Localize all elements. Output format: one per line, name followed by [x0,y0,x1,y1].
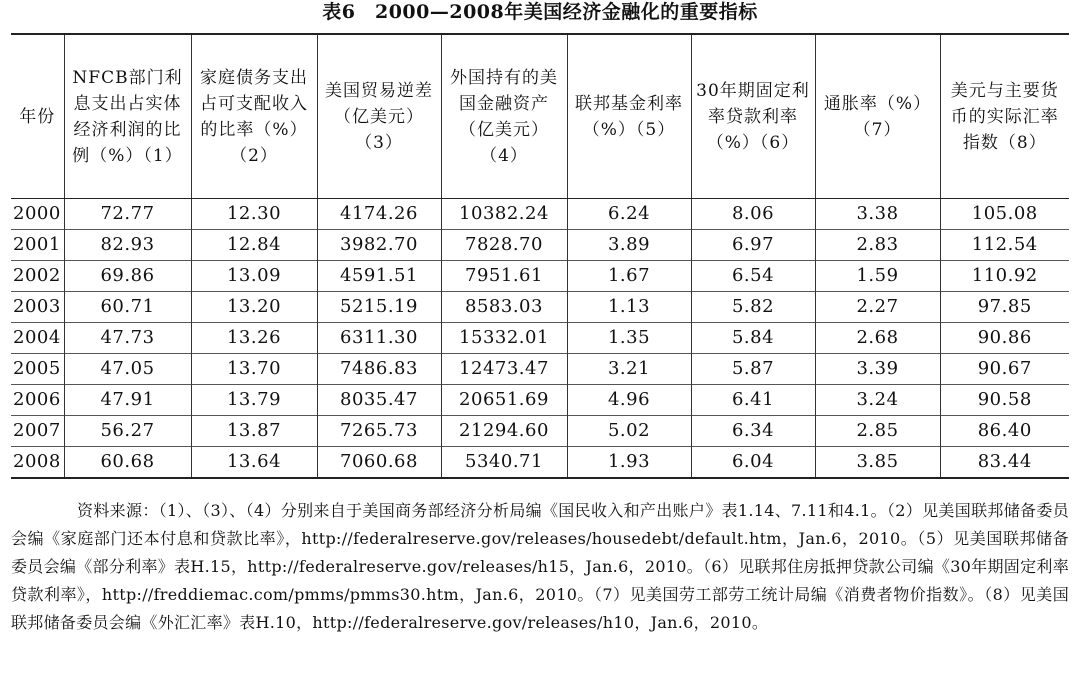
cell-dollar-exchange-index: 83.44 [940,447,1069,479]
indicator-table [11,33,1069,479]
cell-household-debt-ratio: 13.20 [191,292,317,323]
table-row [11,354,1069,385]
cell-fed-funds-rate: 4.96 [567,385,691,416]
cell-inflation-rate: 3.38 [815,199,940,230]
table-row [11,261,1069,292]
table-row [11,230,1069,261]
cell-household-debt-ratio: 13.87 [191,416,317,447]
cell-household-debt-ratio: 13.09 [191,261,317,292]
cell-year: 2007 [11,416,64,447]
header-fed-funds-rate: 联邦基金利率（%）（5） [567,34,691,199]
cell-30yr-mortgage-rate: 6.34 [691,416,815,447]
cell-inflation-rate: 2.68 [815,323,940,354]
cell-dollar-exchange-index: 90.67 [940,354,1069,385]
header-trade-deficit: 美国贸易逆差（亿美元）（3） [317,34,441,199]
table-row [11,447,1069,479]
cell-trade-deficit: 7486.83 [317,354,441,385]
cell-trade-deficit: 6311.30 [317,323,441,354]
cell-household-debt-ratio: 13.26 [191,323,317,354]
cell-30yr-mortgage-rate: 6.41 [691,385,815,416]
cell-year: 2002 [11,261,64,292]
header-30yr-mortgage-rate: 30年期固定利率贷款利率（%）（6） [691,34,815,199]
cell-30yr-mortgage-rate: 5.82 [691,292,815,323]
cell-foreign-held-assets: 8583.03 [441,292,567,323]
cell-foreign-held-assets: 7828.70 [441,230,567,261]
cell-fed-funds-rate: 6.24 [567,199,691,230]
cell-nfcb-interest-ratio: 82.93 [64,230,191,261]
cell-foreign-held-assets: 7951.61 [441,261,567,292]
header-dollar-exchange-index: 美元与主要货币的实际汇率指数（8） [940,34,1069,199]
cell-30yr-mortgage-rate: 6.54 [691,261,815,292]
cell-year: 2008 [11,447,64,479]
cell-30yr-mortgage-rate: 6.04 [691,447,815,479]
cell-fed-funds-rate: 3.21 [567,354,691,385]
header-nfcb-interest-ratio: NFCB部门利息支出占实体经济利润的比例（%）（1） [64,34,191,199]
cell-fed-funds-rate: 3.89 [567,230,691,261]
cell-trade-deficit: 7265.73 [317,416,441,447]
cell-foreign-held-assets: 20651.69 [441,385,567,416]
cell-year: 2006 [11,385,64,416]
header-row [11,34,1069,199]
cell-foreign-held-assets: 5340.71 [441,447,567,479]
table-title: 表6 2000—2008年美国经济金融化的重要指标 [322,1,758,23]
cell-year: 2001 [11,230,64,261]
cell-year: 2003 [11,292,64,323]
cell-dollar-exchange-index: 86.40 [940,416,1069,447]
cell-dollar-exchange-index: 97.85 [940,292,1069,323]
cell-fed-funds-rate: 5.02 [567,416,691,447]
table-row [11,323,1069,354]
cell-30yr-mortgage-rate: 5.84 [691,323,815,354]
cell-year: 2004 [11,323,64,354]
cell-nfcb-interest-ratio: 47.73 [64,323,191,354]
cell-fed-funds-rate: 1.67 [567,261,691,292]
cell-fed-funds-rate: 1.35 [567,323,691,354]
cell-foreign-held-assets: 21294.60 [441,416,567,447]
cell-household-debt-ratio: 12.84 [191,230,317,261]
cell-household-debt-ratio: 13.64 [191,447,317,479]
cell-fed-funds-rate: 1.13 [567,292,691,323]
cell-nfcb-interest-ratio: 56.27 [64,416,191,447]
cell-nfcb-interest-ratio: 60.68 [64,447,191,479]
cell-nfcb-interest-ratio: 47.91 [64,385,191,416]
cell-foreign-held-assets: 10382.24 [441,199,567,230]
cell-nfcb-interest-ratio: 69.86 [64,261,191,292]
cell-household-debt-ratio: 13.70 [191,354,317,385]
header-inflation-rate: 通胀率（%）（7） [815,34,940,199]
table-row [11,199,1069,230]
cell-30yr-mortgage-rate: 6.97 [691,230,815,261]
cell-dollar-exchange-index: 112.54 [940,230,1069,261]
cell-inflation-rate: 3.39 [815,354,940,385]
cell-trade-deficit: 7060.68 [317,447,441,479]
cell-foreign-held-assets: 12473.47 [441,354,567,385]
cell-inflation-rate: 2.83 [815,230,940,261]
cell-inflation-rate: 2.85 [815,416,940,447]
cell-foreign-held-assets: 15332.01 [441,323,567,354]
cell-inflation-rate: 1.59 [815,261,940,292]
table-row [11,416,1069,447]
cell-year: 2000 [11,199,64,230]
cell-inflation-rate: 2.27 [815,292,940,323]
cell-30yr-mortgage-rate: 8.06 [691,199,815,230]
table-row [11,292,1069,323]
cell-trade-deficit: 5215.19 [317,292,441,323]
cell-inflation-rate: 3.24 [815,385,940,416]
table-row [11,385,1069,416]
cell-trade-deficit: 4591.51 [317,261,441,292]
cell-dollar-exchange-index: 90.86 [940,323,1069,354]
cell-inflation-rate: 3.85 [815,447,940,479]
cell-nfcb-interest-ratio: 47.05 [64,354,191,385]
cell-nfcb-interest-ratio: 72.77 [64,199,191,230]
cell-year: 2005 [11,354,64,385]
cell-trade-deficit: 3982.70 [317,230,441,261]
header-household-debt-ratio: 家庭债务支出占可支配收入的比率（%）（2） [191,34,317,199]
cell-dollar-exchange-index: 90.58 [940,385,1069,416]
cell-household-debt-ratio: 13.79 [191,385,317,416]
source-notes [11,497,1069,637]
notes-text: 资料来源：（1）、（3）、（4）分别来自于美国商务部经济分析局编《国民收入和产出账户》表1.14、7.11和4.1。（2）见美国联邦储备委员会编《家庭部门还本付息和贷款比率》，http://federalreserve.gov/releases/housedebt/default.htm，Jan.6，2010。（5）见美国联邦储备委员会编《部分利率》表H.15，http://federalreserve.gov/releases/h15，Jan.6，2010。（6）见联邦住房抵押贷款公司编《30年期固定利率贷款利率》，http://freddiemac.com/pmms/pmms30.htm，Jan.6，2010。（7）见美国劳工部劳工统计局编《消费者物价指数》。（8）见美国联邦储备委员会编《外汇汇率》表H.10，http://federalreserve.gov/releases/h10，Jan.6，2010。 [11,501,1069,632]
cell-30yr-mortgage-rate: 5.87 [691,354,815,385]
cell-dollar-exchange-index: 105.08 [940,199,1069,230]
header-year: 年份 [11,34,64,199]
cell-dollar-exchange-index: 110.92 [940,261,1069,292]
cell-fed-funds-rate: 1.93 [567,447,691,479]
cell-trade-deficit: 4174.26 [317,199,441,230]
header-foreign-held-assets: 外国持有的美国金融资产（亿美元）（4） [441,34,567,199]
cell-nfcb-interest-ratio: 60.71 [64,292,191,323]
cell-trade-deficit: 8035.47 [317,385,441,416]
cell-household-debt-ratio: 12.30 [191,199,317,230]
